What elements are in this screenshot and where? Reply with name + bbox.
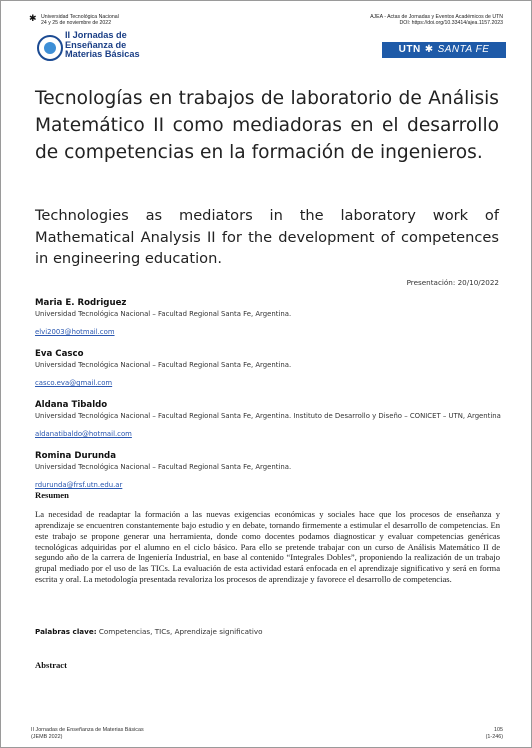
abstract-heading: Abstract [35,660,67,670]
header-right [370,14,503,27]
author-name: Eva Casco [35,349,84,359]
title-english: Technologies as mediators in the laboratory work of Mathematical Analysis II for the development of competences in engineering education. [35,207,499,267]
author-affiliation: Universidad Tecnológica Nacional – Facultad Regional Santa Fe, Argentina. [35,361,292,369]
author-affiliation: Universidad Tecnológica Nacional – Facultad Regional Santa Fe, Argentina. [35,310,292,318]
header-doi: DOI: https://doi.org/10.33414/ajea.1157.2023 [399,20,503,27]
author-entry [35,400,501,440]
page-range: (1-246) [485,733,503,740]
author-entry [35,451,501,491]
author-entry [35,298,501,338]
header-left [31,14,119,27]
author-name: Aldana Tibaldo [35,400,108,410]
keywords-values: Competencias, TICs, Aprendizaje significativo [96,627,263,636]
resumen-heading: Resumen [35,490,69,500]
author-email-link[interactable]: aldanatibaldo@hotmail.com [35,430,132,438]
presentation-date: Presentación: 20/10/2022 [406,278,499,287]
resumen-body: La necesidad de readaptar la formación a las nuevas exigencias económicas y sociales hace que los procesos de enseñanza y aprendizaje se encuentren constantemente bajo estudio y en debate, tornando firmemente a estimular el desarrollo de competencias. En este trabajo se propone generar una herramienta, donde como docentes podamos diagnosticar y evaluar competencias genéricas tecnológicas adquiridas por el alumno en el ciclo básico. Para ello se pretende trabajar con un curso de Análisis Matemático II de segundo año de la carrera de Ingeniería Industrial, en base al contenido “Integrales Dobles”, proponiendo la realización de un trabajo grupal mediado por el uso de las TICs. La evaluación de esta actividad estará enfocada en el aprendizaje significativo y será en forma escrita y oral. La metodología presentada revaloriza los procesos de aprendizaje y favorece el desarrollo de competencias. [35,509,500,585]
footer-event: II Jornadas de Enseñanza de Materias Básicas [31,727,144,733]
author-name: Maria E. Rodriguez [35,298,127,308]
author-entry [35,349,501,389]
keywords-line [35,627,262,636]
authors-list [35,298,501,502]
author-email-link[interactable]: casco.eva@gmail.com [35,379,113,387]
jornadas-logo [37,31,155,69]
page-number: 105 [494,727,503,733]
jornadas-logo-icon [37,35,63,61]
title-spanish: Tecnologías en trabajos de laboratorio de Análisis Matemático II como mediadoras en el desarrollo de competencias en la formación de ingenieros. [35,88,499,163]
author-email-link[interactable]: rdurunda@frsf.utn.edu.ar [35,481,123,489]
footer-left [31,727,144,740]
utn-star-icon: ✱ [29,13,37,23]
footer-event-short: (JEMB 2022) [31,733,63,740]
utn-star-icon: ✱ [424,44,434,55]
header-journal: AJEA - Actas de Jornadas y Eventos Académicos de UTN [370,14,503,20]
author-name: Romina Durunda [35,451,117,461]
author-affiliation: Universidad Tecnológica Nacional – Facultad Regional Santa Fe, Argentina. Instituto de Desarrollo y Diseño – CONICET – UTN, Argentina [35,412,501,420]
jornadas-logo-text: II Jornadas de Enseñanza de Materias Básicas [65,30,140,60]
utn-santa-fe-badge: UTN ✱ SANTA FE [382,42,506,58]
footer-right [486,727,503,740]
header-university: Universidad Tecnológica Nacional [41,14,119,20]
header-dates: 24 y 25 de noviembre de 2022 [41,20,112,27]
author-email-link[interactable]: elvi2003@hotmail.com [35,328,115,336]
author-affiliation: Universidad Tecnológica Nacional – Facultad Regional Santa Fe, Argentina. [35,463,292,471]
keywords-label: Palabras clave: [35,627,97,636]
